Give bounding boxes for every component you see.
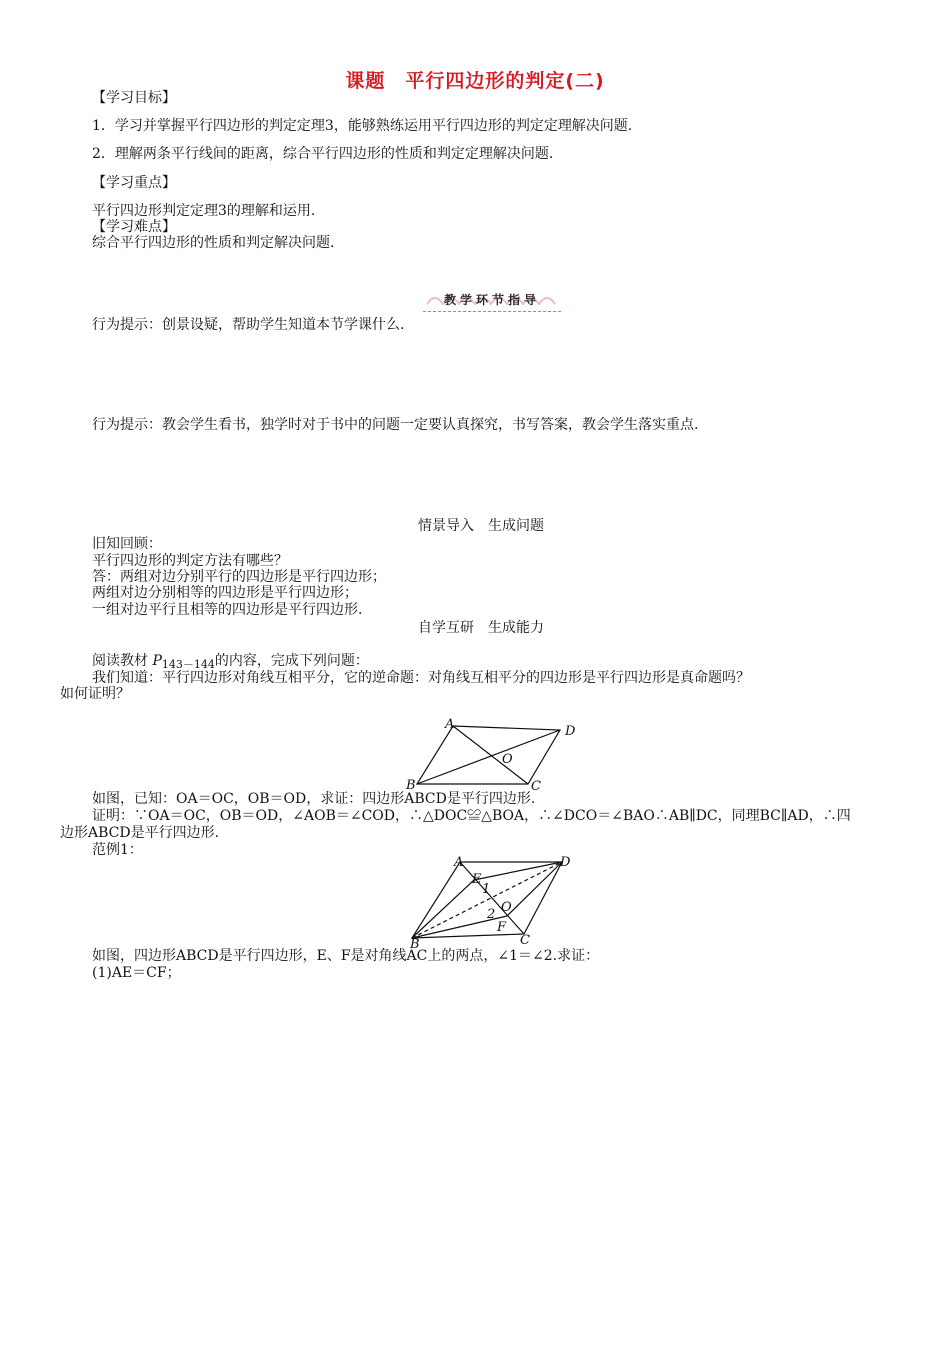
focus-text: 平行四边形判定定理3的理解和运用.	[92, 203, 316, 219]
parallelogram-figure-2	[402, 852, 582, 952]
figure2-segment-fd	[507, 862, 562, 916]
section1-line-1: 平行四边形的判定方法有哪些？	[92, 553, 288, 569]
figure1-label-b: B	[406, 778, 416, 793]
figure2-label-o: O	[501, 900, 512, 915]
difficulty-text: 综合平行四边形的性质和判定解决问题.	[92, 235, 335, 251]
section2-heading: 自学互研 生成能力	[418, 620, 544, 636]
proof-line-1: 证明：∵OA＝OC，OB＝OD，∠AOB＝∠COD，∴△DOC≌△BOA，∴∠DCO＝∠BAO∴AB∥DC，同理BC∥AD，∴四	[92, 808, 851, 824]
figure1-diagonal-bd	[417, 730, 560, 784]
example-text: 如图，四边形ABCD是平行四边形，E、F是对角线AC上的两点，∠1＝∠2.求证：	[92, 948, 600, 964]
objective-item-1: 1．学习并掌握平行四边形的判定定理3，能够熟练运用平行四边形的判定定理解决问题.	[92, 118, 633, 134]
example-label: 范例1：	[92, 842, 143, 858]
figure2-label-a: A	[454, 855, 464, 870]
objective-item-2: 2．理解两条平行线间的距离，综合平行四边形的性质和判定定理解决问题.	[92, 146, 554, 162]
figure1-label-c: C	[531, 779, 541, 794]
figure2-diagonal-bd	[412, 862, 562, 938]
focus-header: 【学习重点】	[92, 175, 176, 191]
figure2-diagonal-ac	[460, 862, 524, 934]
section1-line-3: 两组对边分别相等的四边形是平行四边形；	[92, 585, 358, 601]
figure2-label-angle-1: 1	[482, 882, 491, 897]
example-question-1: (1)AE＝CF；	[92, 965, 181, 981]
reading-prefix: 阅读教材	[92, 653, 153, 669]
proof-line-2: 边形ABCD是平行四边形.	[60, 825, 220, 841]
figure1-label-a: A	[445, 717, 455, 732]
figure2-label-e: E	[472, 872, 482, 887]
difficulty-header: 【学习难点】	[92, 219, 176, 235]
figure2-label-d: D	[560, 855, 571, 870]
section1-line-2: 答：两组对边分别平行的四边形是平行四边形；	[92, 569, 386, 585]
figure2-label-angle-2: 2	[487, 907, 496, 922]
figure2-label-c: C	[520, 933, 530, 948]
figure1-diagonal-ac	[453, 726, 528, 784]
hint-1: 行为提示：创景设疑，帮助学生知道本节学课什么.	[92, 317, 405, 333]
figure2-label-f: F	[497, 920, 507, 935]
banner-underline	[423, 311, 561, 312]
banner-text: 教学环节指导	[443, 293, 540, 307]
figure2-label-b: B	[410, 937, 420, 952]
question-line-2: 如何证明？	[60, 686, 130, 702]
section1-heading: 情景导入 生成问题	[418, 518, 544, 534]
reading-page-range: 143－144	[161, 658, 215, 671]
hint-2: 行为提示：教会学生看书，独学时对于书中的问题一定要认真探究，书写答案，教会学生落实重点.	[92, 417, 699, 433]
reading-suffix: 的内容，完成下列问题：	[214, 653, 369, 669]
section1-line-4: 一组对边平行且相等的四边形是平行四边形.	[92, 602, 363, 618]
section1-line-0: 旧知回顾：	[92, 536, 162, 552]
question-line-1: 我们知道：平行四边形对角线互相平分，它的逆命题：对角线互相平分的四边形是平行四边形是真命题吗？	[92, 670, 750, 686]
objectives-header: 【学习目标】	[92, 90, 176, 106]
figure2-segment-ed	[474, 862, 562, 880]
teaching-guide-banner	[423, 288, 561, 312]
figure1-label-d: D	[565, 724, 576, 739]
reading-page-letter: P	[152, 653, 162, 669]
page-title: 课题 平行四边形的判定(二)	[345, 70, 605, 92]
figure1-label-o: O	[502, 752, 513, 767]
given-statement: 如图，已知：OA＝OC，OB＝OD，求证：四边形ABCD是平行四边形.	[92, 791, 536, 807]
parallelogram-figure-1	[400, 712, 590, 794]
